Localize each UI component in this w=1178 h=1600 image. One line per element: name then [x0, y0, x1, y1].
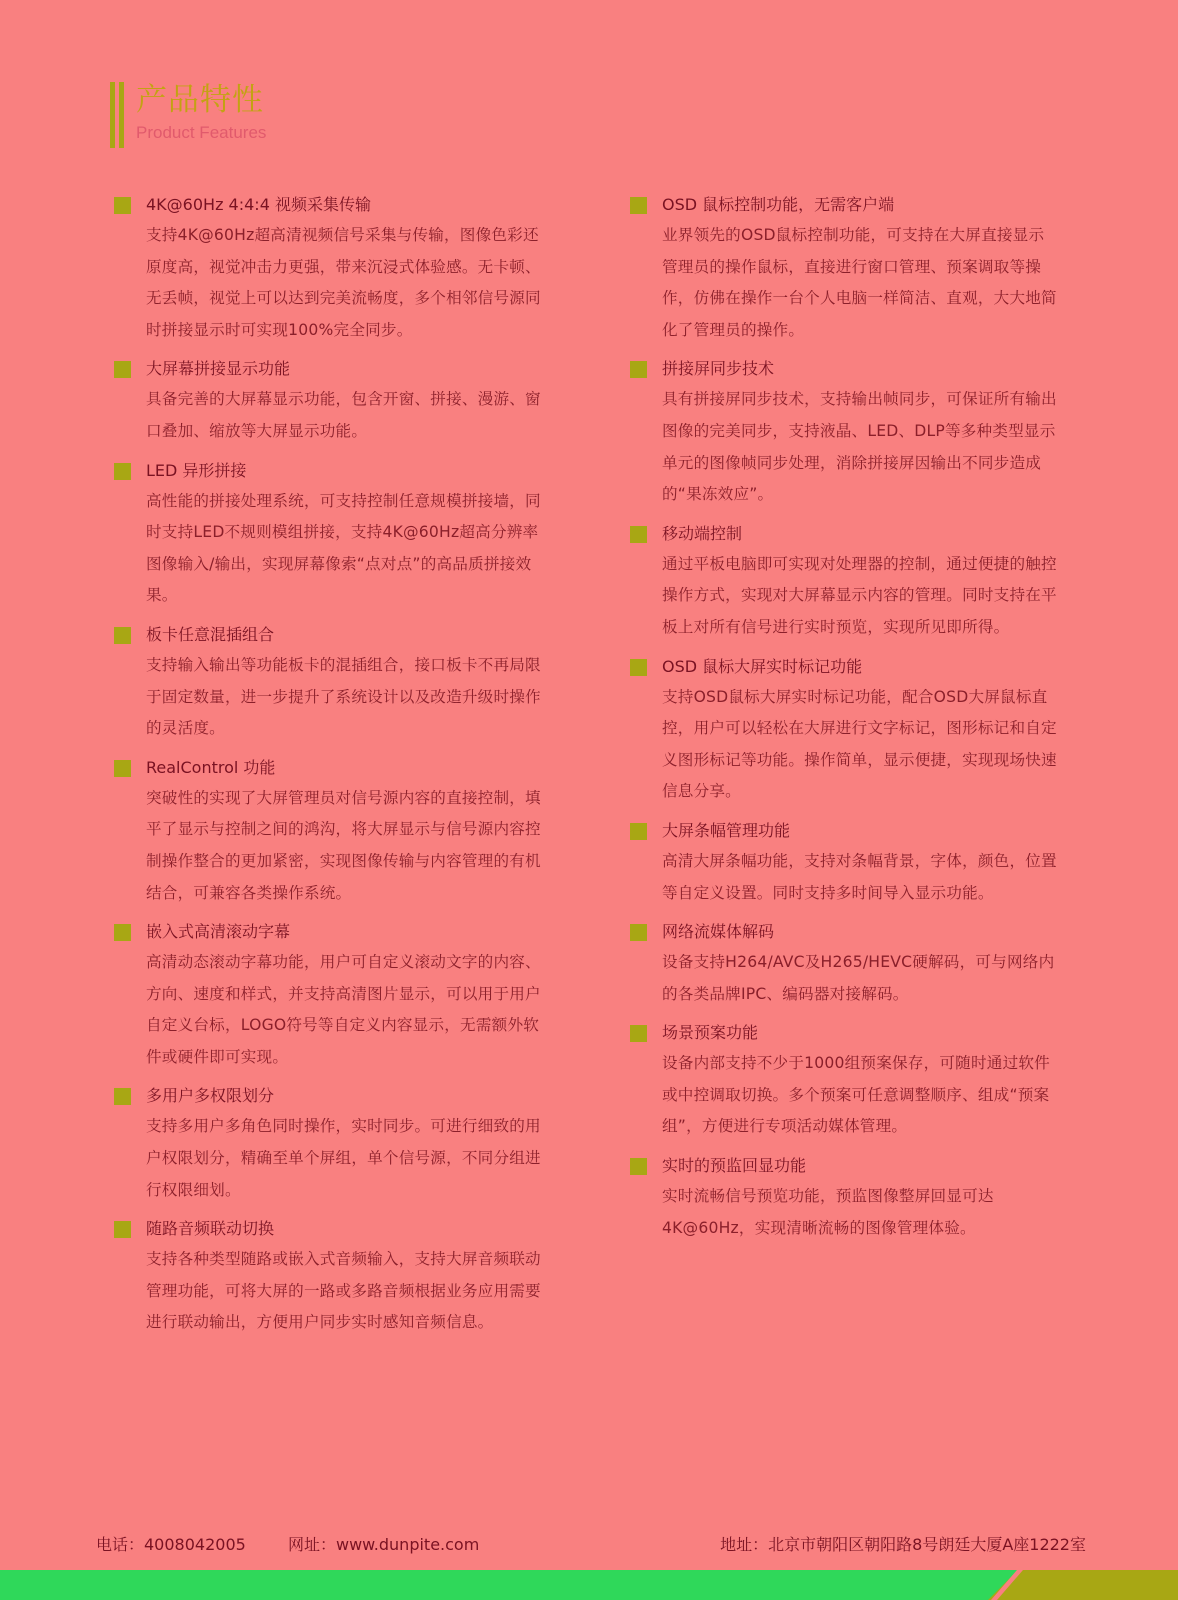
header-accent-bar	[110, 82, 115, 148]
feature-title: 大屏幕拼接显示功能	[146, 359, 291, 379]
feature-title: OSD 鼠标控制功能，无需客户端	[662, 195, 895, 214]
feature-description: 具备完善的大屏幕显示功能，包含开窗、拼接、漫游、窗口叠加、缩放等大屏显示功能。	[146, 390, 541, 440]
feature-title: 网络流媒体解码	[662, 922, 775, 942]
feature-item	[114, 620, 554, 745]
feature-description: 设备内部支持不少于1000组预案保存，可随时通过软件或中控调取切换。多个预案可任意调整顺序、组成“预案组”，方便进行专项活动媒体管理。	[662, 1054, 1050, 1136]
feature-title: 移动端控制	[662, 523, 743, 543]
feature-item	[630, 917, 1060, 1010]
feature-item	[630, 519, 1060, 644]
square-bullet-icon	[114, 627, 131, 644]
feature-item	[630, 1018, 1060, 1143]
feature-title: 嵌入式高清滚动字幕	[146, 922, 291, 942]
feature-title: 场景预案功能	[662, 1023, 759, 1043]
square-bullet-icon	[114, 463, 131, 480]
square-bullet-icon	[114, 197, 131, 214]
header-accent-bar	[119, 82, 124, 148]
feature-item	[114, 917, 554, 1073]
feature-item	[114, 1214, 554, 1339]
page-title: 产品特性	[136, 82, 264, 118]
feature-title: 随路音频联动切换	[146, 1219, 275, 1239]
square-bullet-icon	[630, 361, 647, 378]
feature-title: 实时的预监回显功能	[662, 1156, 807, 1176]
feature-description: 设备支持H264/AVC及H265/HEVC硬解码，可与网络内的各类品牌IPC、编码器对接解码。	[662, 953, 1055, 1003]
square-bullet-icon	[630, 924, 647, 941]
square-bullet-icon	[114, 760, 131, 777]
feature-description: 支持OSD鼠标大屏实时标记功能，配合OSD大屏鼠标直控，用户可以轻松在大屏进行文字标记，图形标记和自定义图形标记等功能。操作简单，显示便捷，实现现场快速信息分享。	[662, 687, 1057, 801]
feature-description: 高清大屏条幅功能，支持对条幅背景，字体，颜色，位置等自定义设置。同时支持多时间导入显示功能。	[662, 851, 1057, 902]
feature-description: 支持多用户多角色同时操作，实时同步。可进行细致的用户权限划分，精确至单个屏组，单个信号源，不同分组进行权限细划。	[146, 1117, 541, 1199]
square-bullet-icon	[630, 1158, 647, 1175]
footer-phone: 电话：4008042005	[96, 1535, 246, 1554]
feature-item	[630, 354, 1060, 510]
feature-description: 高清动态滚动字幕功能，用户可自定义滚动文字的内容、方向、速度和样式，并支持高清图片显示，可以用于用户自定义台标，LOGO符号等自定义内容显示，无需额外软件或硬件即可实现。	[146, 953, 541, 1066]
feature-item	[114, 354, 554, 447]
feature-item	[630, 816, 1060, 909]
feature-title: RealControl 功能	[146, 757, 276, 777]
feature-item	[114, 190, 554, 346]
feature-description: 高性能的拼接处理系统，可支持控制任意规模拼接墙，同时支持LED不规则模组拼接，支持4K@60Hz超高分辨率图像输入/输出，实现屏幕像索“点对点”的高品质拼接效果。	[146, 491, 541, 605]
feature-title: 4K@60Hz 4:4:4 视频采集传输	[146, 195, 371, 214]
feature-description: 实时流畅信号预览功能，预监图像整屏回显可达4K@60Hz，实现清晰流畅的图像管理体验。	[662, 1187, 994, 1237]
feature-item	[630, 190, 1060, 346]
feature-description: 具有拼接屏同步技术，支持输出帧同步，可保证所有输出图像的完美同步，支持液晶、LED、DLP等多种类型显示单元的图像帧同步处理，消除拼接屏因输出不同步造成的“果冻效应”。	[662, 390, 1057, 504]
feature-description: 突破性的实现了大屏管理员对信号源内容的直接控制，填平了显示与控制之间的鸿沟，将大屏显示与信号源内容控制操作整合的更加紧密，实现图像传输与内容管理的有机结合，可兼容各类操作系统。	[146, 788, 541, 902]
feature-description: 支持4K@60Hz超高清视频信号采集与传输，图像色彩还原度高，视觉冲击力更强，带来沉浸式体验感。无卡顿、无丢帧，视觉上可以达到完美流畅度，多个相邻信号源同时拼接显示时可实现100%完全同步。	[146, 226, 541, 339]
feature-title: 多用户多权限划分	[146, 1086, 275, 1106]
square-bullet-icon	[114, 924, 131, 941]
square-bullet-icon	[114, 1088, 131, 1105]
square-bullet-icon	[114, 1221, 131, 1238]
page-subtitle: Product Features	[136, 123, 267, 142]
feature-item	[114, 753, 554, 909]
square-bullet-icon	[114, 361, 131, 378]
square-bullet-icon	[630, 526, 647, 543]
square-bullet-icon	[630, 1025, 647, 1042]
feature-title: OSD 鼠标大屏实时标记功能	[662, 656, 863, 676]
square-bullet-icon	[630, 659, 647, 676]
feature-item	[630, 652, 1060, 808]
feature-item	[114, 456, 554, 612]
feature-title: LED 异形拼接	[146, 460, 247, 480]
feature-description: 通过平板电脑即可实现对处理器的控制，通过便捷的触控操作方式，实现对大屏幕显示内容的管理。同时支持在平板上对所有信号进行实时预览，实现所见即所得。	[662, 554, 1057, 636]
feature-item	[114, 1081, 554, 1206]
footer-address: 地址：北京市朝阳区朝阳路8号朗廷大厦A座1222室	[720, 1535, 1086, 1554]
square-bullet-icon	[630, 197, 647, 214]
feature-description: 支持各种类型随路或嵌入式音频输入，支持大屏音频联动管理功能，可将大屏的一路或多路音频根据业务应用需要进行联动输出，方便用户同步实时感知音频信息。	[146, 1250, 541, 1332]
footer	[96, 1532, 1086, 1558]
feature-description: 业界领先的OSD鼠标控制功能，可支持在大屏直接显示管理员的操作鼠标，直接进行窗口管理、预案调取等操作，仿佛在操作一台个人电脑一样简洁、直观，大大地简化了管理员的操作。	[662, 226, 1057, 339]
page-header	[110, 82, 266, 148]
footer-website: 网址：www.dunpite.com	[288, 1535, 480, 1554]
feature-title: 拼接屏同步技术	[662, 359, 775, 379]
left-feature-column	[114, 190, 554, 1347]
feature-title: 大屏条幅管理功能	[662, 820, 791, 840]
feature-title: 板卡任意混插组合	[146, 624, 275, 644]
feature-item	[630, 1151, 1060, 1244]
square-bullet-icon	[630, 823, 647, 840]
right-feature-column	[630, 190, 1060, 1252]
feature-description: 支持输入输出等功能板卡的混插组合，接口板卡不再局限于固定数量，进一步提升了系统设计以及改造升级时操作的灵活度。	[146, 655, 541, 738]
